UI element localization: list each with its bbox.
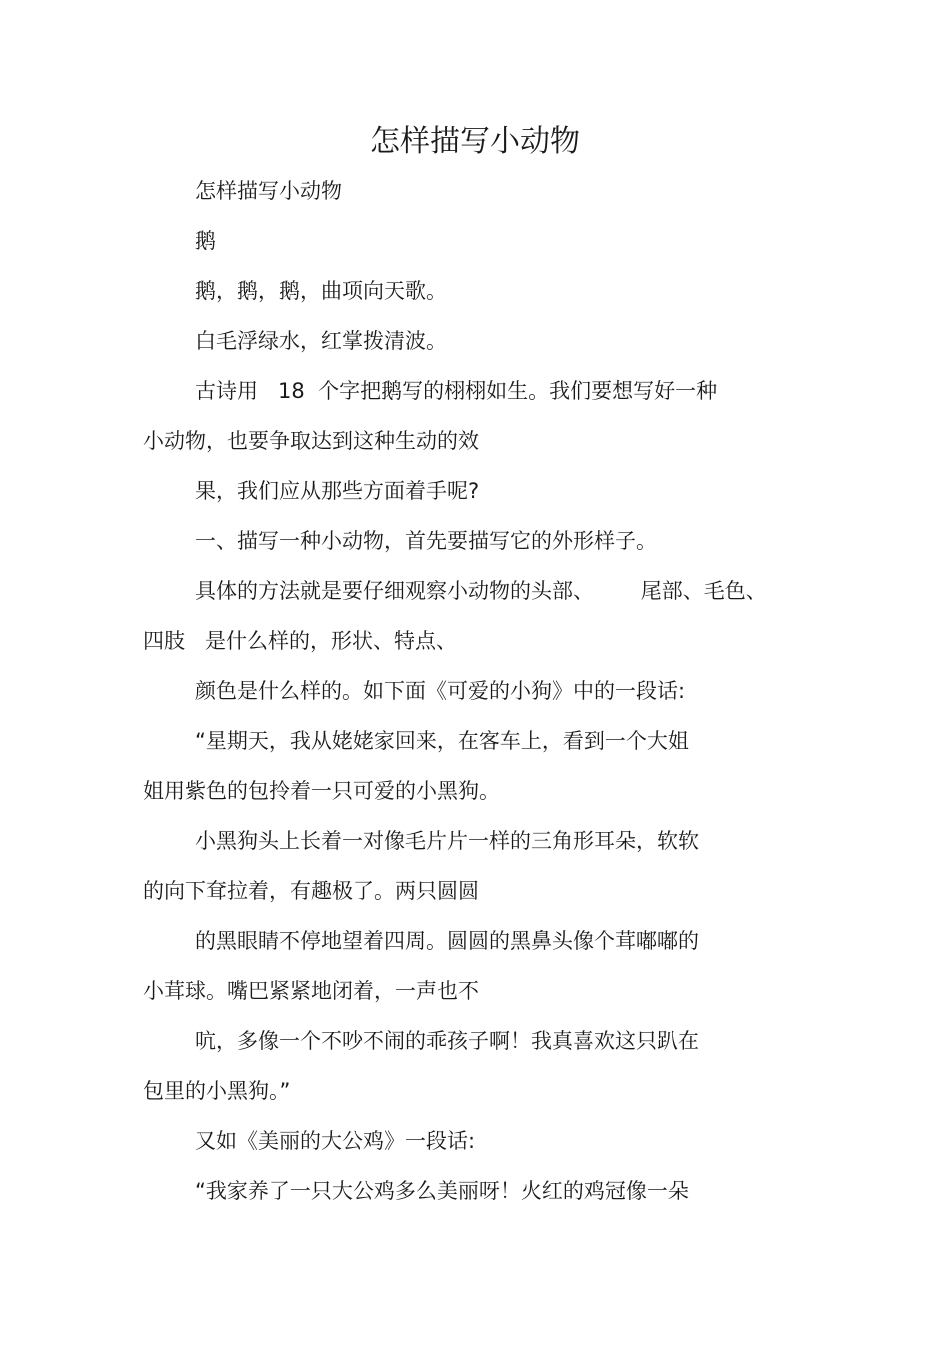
paragraph-line: 姐用紫色的包拎着一只可爱的小黑狗。 (143, 779, 500, 803)
paragraph-line: 小动物，也要争取达到这种生动的效 (143, 429, 479, 453)
paragraph-line: 四肢 是什么样的，形状、特点、 (143, 629, 458, 653)
paragraph-line: 鹅，鹅，鹅，曲项向天歌。 (195, 279, 447, 303)
paragraph-line: 的黑眼睛不停地望着四周。圆圆的黑鼻头像个茸嘟嘟的 (195, 929, 699, 953)
paragraph-line: 古诗用 18 个字把鹅写的栩栩如生。我们要想写好一种 (195, 379, 718, 403)
paragraph-line: 的向下耷拉着，有趣极了。两只圆圆 (143, 879, 479, 903)
paragraph-line: 鹅 (195, 229, 216, 253)
paragraph-line: 颜色是什么样的。如下面《可爱的小狗》中的一段话: (195, 679, 686, 703)
paragraph-line: 怎样描写小动物 (195, 179, 342, 203)
paragraph-line: 包里的小黑狗。” (143, 1079, 291, 1103)
paragraph-line: 白毛浮绿水，红掌拨清波。 (195, 329, 447, 353)
paragraph-line: 小茸球。嘴巴紧紧地闭着，一声也不 (143, 979, 479, 1003)
paragraph-line: 具体的方法就是要仔细观察小动物的头部、 尾部、毛色、 (195, 579, 767, 603)
paragraph-line: 果，我们应从那些方面着手呢? (195, 479, 480, 503)
paragraph-line: 吭，多像一个不吵不闹的乖孩子啊！我真喜欢这只趴在 (195, 1029, 699, 1053)
paragraph-line: 又如《美丽的大公鸡》一段话: (195, 1129, 476, 1153)
paragraph-line: 一、描写一种小动物，首先要描写它的外形样子。 (195, 529, 657, 553)
paragraph-line: “星期天，我从姥姥家回来，在客车上，看到一个大姐 (195, 729, 689, 753)
paragraph-line: “我家养了一只大公鸡多么美丽呀！火红的鸡冠像一朵 (195, 1179, 689, 1203)
document-title: 怎样描写小动物 (370, 124, 580, 159)
paragraph-line: 小黑狗头上长着一对像毛片片一样的三角形耳朵，软软 (195, 829, 699, 853)
